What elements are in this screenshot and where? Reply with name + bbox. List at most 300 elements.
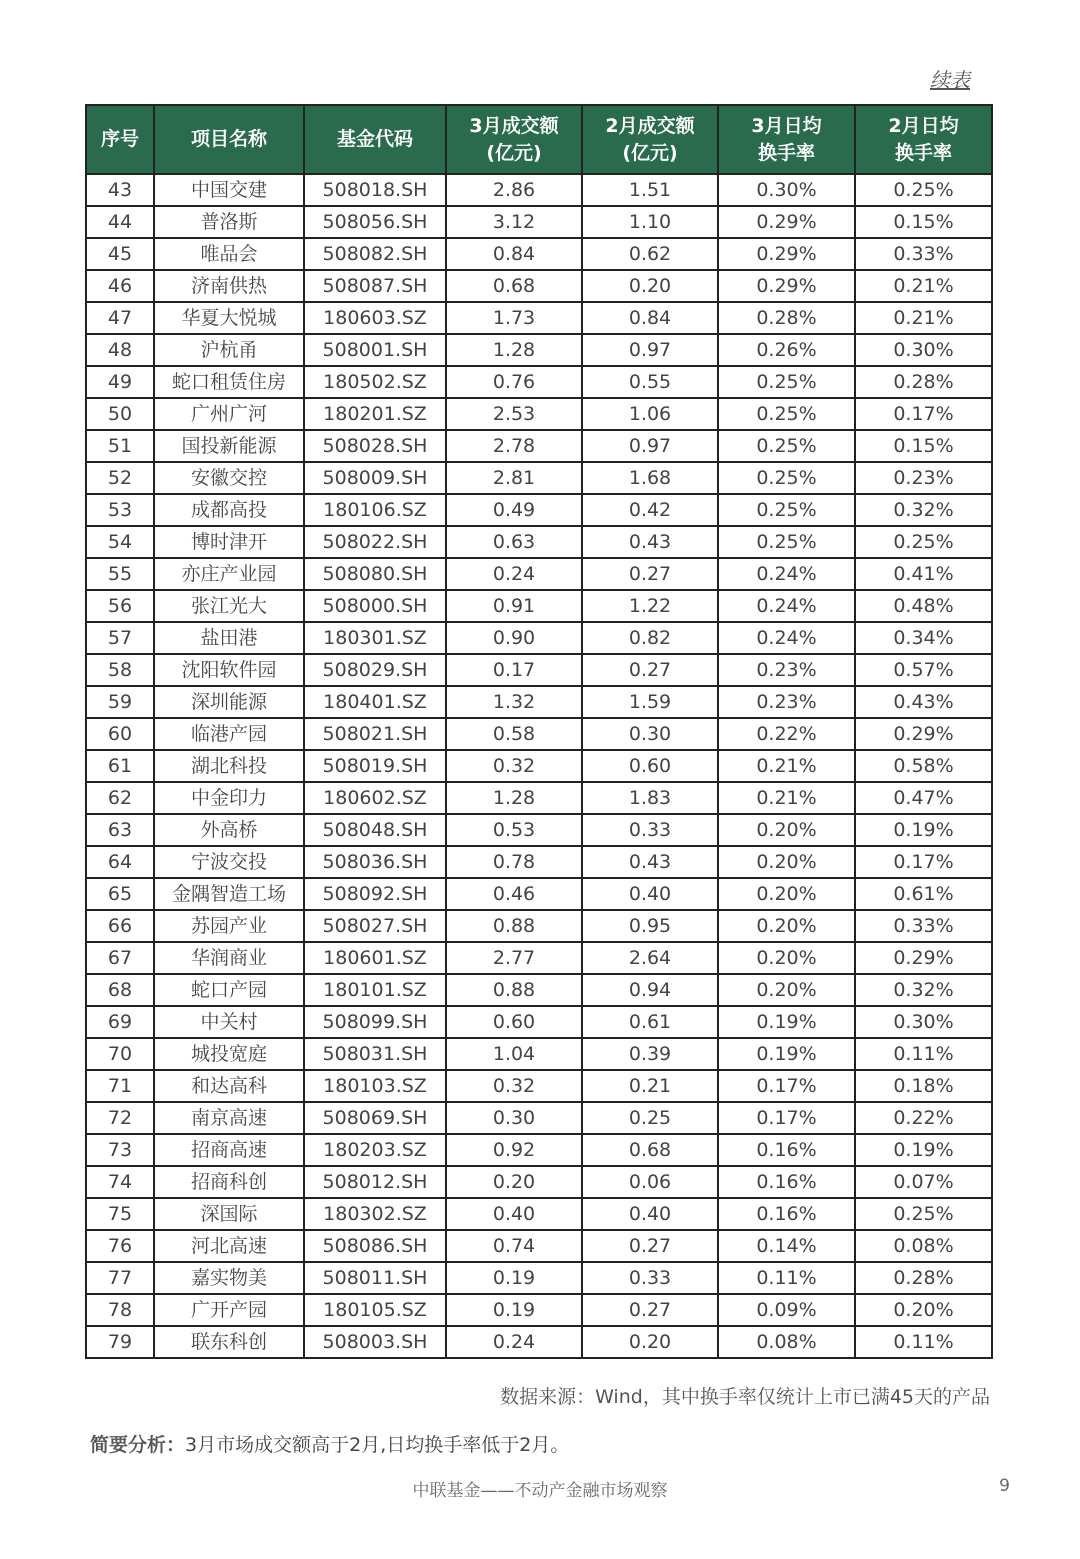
table-cell: 180101.SZ bbox=[304, 974, 446, 1006]
header-label: 项目名称 bbox=[190, 128, 267, 150]
table-cell: 508018.SH bbox=[304, 174, 446, 206]
table-cell: 0.29% bbox=[718, 270, 855, 302]
table-row bbox=[86, 334, 992, 366]
table-cell: 3.12 bbox=[446, 206, 582, 238]
table-cell: 180603.SZ bbox=[304, 302, 446, 334]
table-cell: 0.63 bbox=[446, 526, 582, 558]
table-cell: 0.28% bbox=[855, 366, 992, 398]
table-cell: 180502.SZ bbox=[304, 366, 446, 398]
header-label: 3月成交额 (亿元) bbox=[469, 114, 559, 164]
header-label: 2月日均 换手率 bbox=[888, 114, 959, 164]
table-cell: 508019.SH bbox=[304, 750, 446, 782]
table-row bbox=[86, 366, 992, 398]
table-cell: 0.08% bbox=[855, 1230, 992, 1262]
table-cell: 0.39 bbox=[582, 1038, 718, 1070]
table-cell: 64 bbox=[86, 846, 154, 878]
table-cell: 0.20% bbox=[718, 942, 855, 974]
table-cell: 508087.SH bbox=[304, 270, 446, 302]
table-cell: 0.15% bbox=[855, 206, 992, 238]
table-cell: 0.47% bbox=[855, 782, 992, 814]
table-row bbox=[86, 1134, 992, 1166]
table-cell: 0.82 bbox=[582, 622, 718, 654]
table-cell: 73 bbox=[86, 1134, 154, 1166]
reits-trading-table bbox=[85, 104, 993, 1359]
table-cell: 2.64 bbox=[582, 942, 718, 974]
table-cell: 0.14% bbox=[718, 1230, 855, 1262]
table-cell: 盐田港 bbox=[154, 622, 304, 654]
table-cell: 1.83 bbox=[582, 782, 718, 814]
table-cell: 中金印力 bbox=[154, 782, 304, 814]
table-cell: 博时津开 bbox=[154, 526, 304, 558]
table-cell: 0.11% bbox=[855, 1326, 992, 1358]
table-cell: 2.78 bbox=[446, 430, 582, 462]
table-cell: 安徽交控 bbox=[154, 462, 304, 494]
table-cell: 0.94 bbox=[582, 974, 718, 1006]
table-cell: 0.90 bbox=[446, 622, 582, 654]
table-cell: 0.21% bbox=[855, 302, 992, 334]
table-cell: 71 bbox=[86, 1070, 154, 1102]
table-cell: 0.40 bbox=[582, 878, 718, 910]
table-cell: 0.21% bbox=[855, 270, 992, 302]
table-row bbox=[86, 1326, 992, 1358]
table-cell: 70 bbox=[86, 1038, 154, 1070]
table-cell: 0.92 bbox=[446, 1134, 582, 1166]
table-cell: 外高桥 bbox=[154, 814, 304, 846]
table-cell: 0.27 bbox=[582, 654, 718, 686]
table-cell: 0.20 bbox=[446, 1166, 582, 1198]
table-cell: 0.20% bbox=[718, 814, 855, 846]
table-cell: 0.28% bbox=[718, 302, 855, 334]
table-cell: 0.25% bbox=[718, 494, 855, 526]
table-row bbox=[86, 1230, 992, 1262]
table-row bbox=[86, 1006, 992, 1038]
table-cell: 0.20% bbox=[855, 1294, 992, 1326]
table-cell: 0.41% bbox=[855, 558, 992, 590]
table-cell: 508028.SH bbox=[304, 430, 446, 462]
table-cell: 0.30 bbox=[582, 718, 718, 750]
table-cell: 58 bbox=[86, 654, 154, 686]
table-row bbox=[86, 622, 992, 654]
header-label: 序号 bbox=[100, 128, 139, 150]
table-cell: 0.29% bbox=[718, 206, 855, 238]
table-cell: 2.77 bbox=[446, 942, 582, 974]
table-row bbox=[86, 526, 992, 558]
table-cell: 0.24% bbox=[718, 558, 855, 590]
header-feb-turnover bbox=[855, 105, 992, 174]
table-cell: 0.25% bbox=[855, 526, 992, 558]
table-cell: 0.18% bbox=[855, 1070, 992, 1102]
table-cell: 0.61% bbox=[855, 878, 992, 910]
table-cell: 0.25% bbox=[718, 462, 855, 494]
table-cell: 0.06 bbox=[582, 1166, 718, 1198]
table-row bbox=[86, 910, 992, 942]
table-cell: 0.32% bbox=[855, 974, 992, 1006]
table-cell: 0.27 bbox=[582, 558, 718, 590]
table-cell: 0.19 bbox=[446, 1262, 582, 1294]
table-cell: 508012.SH bbox=[304, 1166, 446, 1198]
table-cell: 河北高速 bbox=[154, 1230, 304, 1262]
table-cell: 0.29% bbox=[718, 238, 855, 270]
table-cell: 0.57% bbox=[855, 654, 992, 686]
table-cell: 180103.SZ bbox=[304, 1070, 446, 1102]
table-cell: 嘉实物美 bbox=[154, 1262, 304, 1294]
table-cell: 1.28 bbox=[446, 334, 582, 366]
table-cell: 国投新能源 bbox=[154, 430, 304, 462]
table-cell: 0.25% bbox=[855, 1198, 992, 1230]
data-source-note: 数据来源：Wind，其中换手率仅统计上市已满45天的产品 bbox=[500, 1386, 990, 1408]
table-cell: 联东科创 bbox=[154, 1326, 304, 1358]
table-cell: 48 bbox=[86, 334, 154, 366]
table-cell: 张江光大 bbox=[154, 590, 304, 622]
table-cell: 508092.SH bbox=[304, 878, 446, 910]
table-cell: 苏园产业 bbox=[154, 910, 304, 942]
table-cell: 0.21 bbox=[582, 1070, 718, 1102]
table-cell: 0.24 bbox=[446, 558, 582, 590]
table-cell: 0.19% bbox=[718, 1006, 855, 1038]
table-cell: 50 bbox=[86, 398, 154, 430]
table-cell: 0.42 bbox=[582, 494, 718, 526]
table-cell: 508011.SH bbox=[304, 1262, 446, 1294]
table-cell: 1.51 bbox=[582, 174, 718, 206]
table-cell: 77 bbox=[86, 1262, 154, 1294]
header-project-name bbox=[154, 105, 304, 174]
table-cell: 62 bbox=[86, 782, 154, 814]
table-cell: 0.60 bbox=[446, 1006, 582, 1038]
table-cell: 沪杭甬 bbox=[154, 334, 304, 366]
table-cell: 0.11% bbox=[855, 1038, 992, 1070]
table-cell: 508036.SH bbox=[304, 846, 446, 878]
header-march-turnover bbox=[718, 105, 855, 174]
table-cell: 0.17 bbox=[446, 654, 582, 686]
brief-analysis bbox=[90, 1430, 569, 1457]
table-cell: 46 bbox=[86, 270, 154, 302]
table-row bbox=[86, 654, 992, 686]
table-cell: 济南供热 bbox=[154, 270, 304, 302]
table-cell: 508048.SH bbox=[304, 814, 446, 846]
table-cell: 180301.SZ bbox=[304, 622, 446, 654]
table-cell: 招商高速 bbox=[154, 1134, 304, 1166]
table-cell: 0.34% bbox=[855, 622, 992, 654]
header-label: 2月成交额 (亿元) bbox=[605, 114, 695, 164]
table-cell: 0.20% bbox=[718, 846, 855, 878]
table-cell: 0.17% bbox=[718, 1102, 855, 1134]
table-cell: 华润商业 bbox=[154, 942, 304, 974]
table-cell: 55 bbox=[86, 558, 154, 590]
table-row bbox=[86, 1294, 992, 1326]
table-cell: 0.25 bbox=[582, 1102, 718, 1134]
table-cell: 2.53 bbox=[446, 398, 582, 430]
table-cell: 0.20 bbox=[582, 270, 718, 302]
table-cell: 0.20% bbox=[718, 878, 855, 910]
table-cell: 城投宽庭 bbox=[154, 1038, 304, 1070]
header-row bbox=[86, 105, 992, 174]
table-cell: 508029.SH bbox=[304, 654, 446, 686]
table-cell: 0.32 bbox=[446, 1070, 582, 1102]
table-cell: 广开产园 bbox=[154, 1294, 304, 1326]
table-cell: 蛇口产园 bbox=[154, 974, 304, 1006]
table-cell: 0.30% bbox=[855, 334, 992, 366]
table-cell: 湖北科投 bbox=[154, 750, 304, 782]
analysis-label: 简要分析： bbox=[90, 1434, 186, 1456]
table-cell: 1.59 bbox=[582, 686, 718, 718]
table-cell: 0.60 bbox=[582, 750, 718, 782]
table-cell: 南京高速 bbox=[154, 1102, 304, 1134]
table-row bbox=[86, 1166, 992, 1198]
table-row bbox=[86, 814, 992, 846]
table-cell: 0.29% bbox=[855, 718, 992, 750]
table-cell: 0.19 bbox=[446, 1294, 582, 1326]
header-fund-code bbox=[304, 105, 446, 174]
table-cell: 0.24% bbox=[718, 590, 855, 622]
table-cell: 0.49 bbox=[446, 494, 582, 526]
table-cell: 0.23% bbox=[855, 462, 992, 494]
table-cell: 43 bbox=[86, 174, 154, 206]
table-cell: 华夏大悦城 bbox=[154, 302, 304, 334]
header-march-volume bbox=[446, 105, 582, 174]
table-cell: 0.84 bbox=[446, 238, 582, 270]
table-cell: 75 bbox=[86, 1198, 154, 1230]
table-row bbox=[86, 846, 992, 878]
table-cell: 49 bbox=[86, 366, 154, 398]
table-cell: 0.24% bbox=[718, 622, 855, 654]
table-row bbox=[86, 1102, 992, 1134]
table-cell: 临港产园 bbox=[154, 718, 304, 750]
table-cell: 0.76 bbox=[446, 366, 582, 398]
table-row bbox=[86, 590, 992, 622]
table-cell: 47 bbox=[86, 302, 154, 334]
table-cell: 招商科创 bbox=[154, 1166, 304, 1198]
table-cell: 60 bbox=[86, 718, 154, 750]
table-cell: 0.15% bbox=[855, 430, 992, 462]
table-cell: 508027.SH bbox=[304, 910, 446, 942]
table-cell: 0.07% bbox=[855, 1166, 992, 1198]
table-cell: 61 bbox=[86, 750, 154, 782]
table-cell: 0.19% bbox=[855, 1134, 992, 1166]
table-cell: 0.21% bbox=[718, 750, 855, 782]
table-cell: 59 bbox=[86, 686, 154, 718]
table-row bbox=[86, 462, 992, 494]
table-row bbox=[86, 1198, 992, 1230]
table-cell: 0.53 bbox=[446, 814, 582, 846]
table-cell: 0.33% bbox=[855, 238, 992, 270]
table-cell: 0.68 bbox=[446, 270, 582, 302]
table-cell: 180302.SZ bbox=[304, 1198, 446, 1230]
table-cell: 0.55 bbox=[582, 366, 718, 398]
table-cell: 508099.SH bbox=[304, 1006, 446, 1038]
table-cell: 1.68 bbox=[582, 462, 718, 494]
table-cell: 0.33 bbox=[582, 1262, 718, 1294]
continued-label: 续表 bbox=[930, 68, 970, 92]
table-cell: 78 bbox=[86, 1294, 154, 1326]
table-cell: 0.46 bbox=[446, 878, 582, 910]
table-cell: 0.26% bbox=[718, 334, 855, 366]
table-cell: 0.29% bbox=[855, 942, 992, 974]
table-cell: 0.25% bbox=[718, 398, 855, 430]
table-cell: 0.16% bbox=[718, 1166, 855, 1198]
table-cell: 2.81 bbox=[446, 462, 582, 494]
table-cell: 508086.SH bbox=[304, 1230, 446, 1262]
table-cell: 0.11% bbox=[718, 1262, 855, 1294]
table-cell: 508000.SH bbox=[304, 590, 446, 622]
table-cell: 成都高投 bbox=[154, 494, 304, 526]
table-cell: 180201.SZ bbox=[304, 398, 446, 430]
table-cell: 1.04 bbox=[446, 1038, 582, 1070]
table-cell: 0.62 bbox=[582, 238, 718, 270]
table-cell: 0.27 bbox=[582, 1294, 718, 1326]
table-cell: 1.10 bbox=[582, 206, 718, 238]
table-cell: 508022.SH bbox=[304, 526, 446, 558]
table-cell: 0.32% bbox=[855, 494, 992, 526]
table-cell: 0.24 bbox=[446, 1326, 582, 1358]
table-cell: 0.20% bbox=[718, 910, 855, 942]
table-cell: 67 bbox=[86, 942, 154, 974]
table-cell: 0.08% bbox=[718, 1326, 855, 1358]
table-cell: 0.43 bbox=[582, 846, 718, 878]
table-cell: 0.30% bbox=[855, 1006, 992, 1038]
page-number: 9 bbox=[999, 1476, 1010, 1496]
table-cell: 唯品会 bbox=[154, 238, 304, 270]
table-cell: 0.09% bbox=[718, 1294, 855, 1326]
table-cell: 沈阳软件园 bbox=[154, 654, 304, 686]
table-cell: 508056.SH bbox=[304, 206, 446, 238]
table-cell: 52 bbox=[86, 462, 154, 494]
table-cell: 74 bbox=[86, 1166, 154, 1198]
table-cell: 中关村 bbox=[154, 1006, 304, 1038]
table-cell: 508009.SH bbox=[304, 462, 446, 494]
table-cell: 508069.SH bbox=[304, 1102, 446, 1134]
table-cell: 1.28 bbox=[446, 782, 582, 814]
table-header bbox=[86, 105, 992, 174]
table-row bbox=[86, 494, 992, 526]
table-cell: 0.84 bbox=[582, 302, 718, 334]
table-cell: 0.40 bbox=[446, 1198, 582, 1230]
table-cell: 0.33% bbox=[855, 910, 992, 942]
table-cell: 金隅智造工场 bbox=[154, 878, 304, 910]
table-cell: 180203.SZ bbox=[304, 1134, 446, 1166]
table-cell: 53 bbox=[86, 494, 154, 526]
table-cell: 0.17% bbox=[855, 398, 992, 430]
table-cell: 0.17% bbox=[718, 1070, 855, 1102]
table-cell: 76 bbox=[86, 1230, 154, 1262]
table-cell: 72 bbox=[86, 1102, 154, 1134]
header-label: 基金代码 bbox=[336, 128, 413, 150]
table-cell: 0.30 bbox=[446, 1102, 582, 1134]
table-cell: 1.06 bbox=[582, 398, 718, 430]
table-row bbox=[86, 686, 992, 718]
table-cell: 中国交建 bbox=[154, 174, 304, 206]
table-cell: 180105.SZ bbox=[304, 1294, 446, 1326]
table-cell: 508021.SH bbox=[304, 718, 446, 750]
table-cell: 180601.SZ bbox=[304, 942, 446, 974]
table-cell: 508082.SH bbox=[304, 238, 446, 270]
table-cell: 深圳能源 bbox=[154, 686, 304, 718]
table-cell: 亦庄产业园 bbox=[154, 558, 304, 590]
header-label: 3月日均 换手率 bbox=[751, 114, 822, 164]
table-cell: 0.21% bbox=[718, 782, 855, 814]
table-cell: 0.25% bbox=[718, 430, 855, 462]
table-row bbox=[86, 750, 992, 782]
table-row bbox=[86, 878, 992, 910]
table-cell: 0.20% bbox=[718, 974, 855, 1006]
table-cell: 0.25% bbox=[718, 526, 855, 558]
table-cell: 广州广河 bbox=[154, 398, 304, 430]
table-cell: 508003.SH bbox=[304, 1326, 446, 1358]
table-cell: 0.19% bbox=[718, 1038, 855, 1070]
table-cell: 56 bbox=[86, 590, 154, 622]
table-row bbox=[86, 782, 992, 814]
table-cell: 44 bbox=[86, 206, 154, 238]
table-cell: 180106.SZ bbox=[304, 494, 446, 526]
table-row bbox=[86, 238, 992, 270]
table-cell: 0.25% bbox=[718, 366, 855, 398]
table-cell: 0.23% bbox=[718, 686, 855, 718]
table-cell: 0.58% bbox=[855, 750, 992, 782]
table-cell: 1.22 bbox=[582, 590, 718, 622]
table-cell: 宁波交投 bbox=[154, 846, 304, 878]
table-cell: 0.20 bbox=[582, 1326, 718, 1358]
table-cell: 0.97 bbox=[582, 430, 718, 462]
table-cell: 0.30% bbox=[718, 174, 855, 206]
table-cell: 0.28% bbox=[855, 1262, 992, 1294]
table-cell: 0.43 bbox=[582, 526, 718, 558]
table-cell: 0.22% bbox=[718, 718, 855, 750]
table-cell: 0.32 bbox=[446, 750, 582, 782]
table-cell: 65 bbox=[86, 878, 154, 910]
table-cell: 68 bbox=[86, 974, 154, 1006]
table-cell: 0.48% bbox=[855, 590, 992, 622]
table-cell: 普洛斯 bbox=[154, 206, 304, 238]
table-cell: 0.95 bbox=[582, 910, 718, 942]
table-cell: 69 bbox=[86, 1006, 154, 1038]
table-cell: 66 bbox=[86, 910, 154, 942]
table-cell: 深国际 bbox=[154, 1198, 304, 1230]
table-cell: 0.91 bbox=[446, 590, 582, 622]
table-cell: 508031.SH bbox=[304, 1038, 446, 1070]
table-cell: 0.88 bbox=[446, 974, 582, 1006]
table-cell: 45 bbox=[86, 238, 154, 270]
table-row bbox=[86, 558, 992, 590]
table-cell: 0.16% bbox=[718, 1198, 855, 1230]
table-cell: 63 bbox=[86, 814, 154, 846]
table-row bbox=[86, 974, 992, 1006]
footer-title: 中联基金——不动产金融市场观察 bbox=[412, 1481, 668, 1501]
table-row bbox=[86, 398, 992, 430]
table-cell: 1.73 bbox=[446, 302, 582, 334]
header-feb-volume bbox=[582, 105, 718, 174]
table-cell: 508080.SH bbox=[304, 558, 446, 590]
table-cell: 0.22% bbox=[855, 1102, 992, 1134]
table-row bbox=[86, 1038, 992, 1070]
table-row bbox=[86, 1070, 992, 1102]
table-cell: 和达高科 bbox=[154, 1070, 304, 1102]
table-cell: 0.78 bbox=[446, 846, 582, 878]
table-cell: 0.25% bbox=[855, 174, 992, 206]
table-cell: 0.58 bbox=[446, 718, 582, 750]
table-cell: 79 bbox=[86, 1326, 154, 1358]
analysis-text: 3月市场成交额高于2月,日均换手率低于2月。 bbox=[185, 1434, 570, 1456]
table-cell: 51 bbox=[86, 430, 154, 462]
table-cell: 2.86 bbox=[446, 174, 582, 206]
table-cell: 508001.SH bbox=[304, 334, 446, 366]
table-cell: 1.32 bbox=[446, 686, 582, 718]
table-cell: 0.40 bbox=[582, 1198, 718, 1230]
table-body bbox=[86, 174, 992, 1358]
table-cell: 0.27 bbox=[582, 1230, 718, 1262]
table-row bbox=[86, 718, 992, 750]
header-index bbox=[86, 105, 154, 174]
table-cell: 57 bbox=[86, 622, 154, 654]
table-row bbox=[86, 270, 992, 302]
